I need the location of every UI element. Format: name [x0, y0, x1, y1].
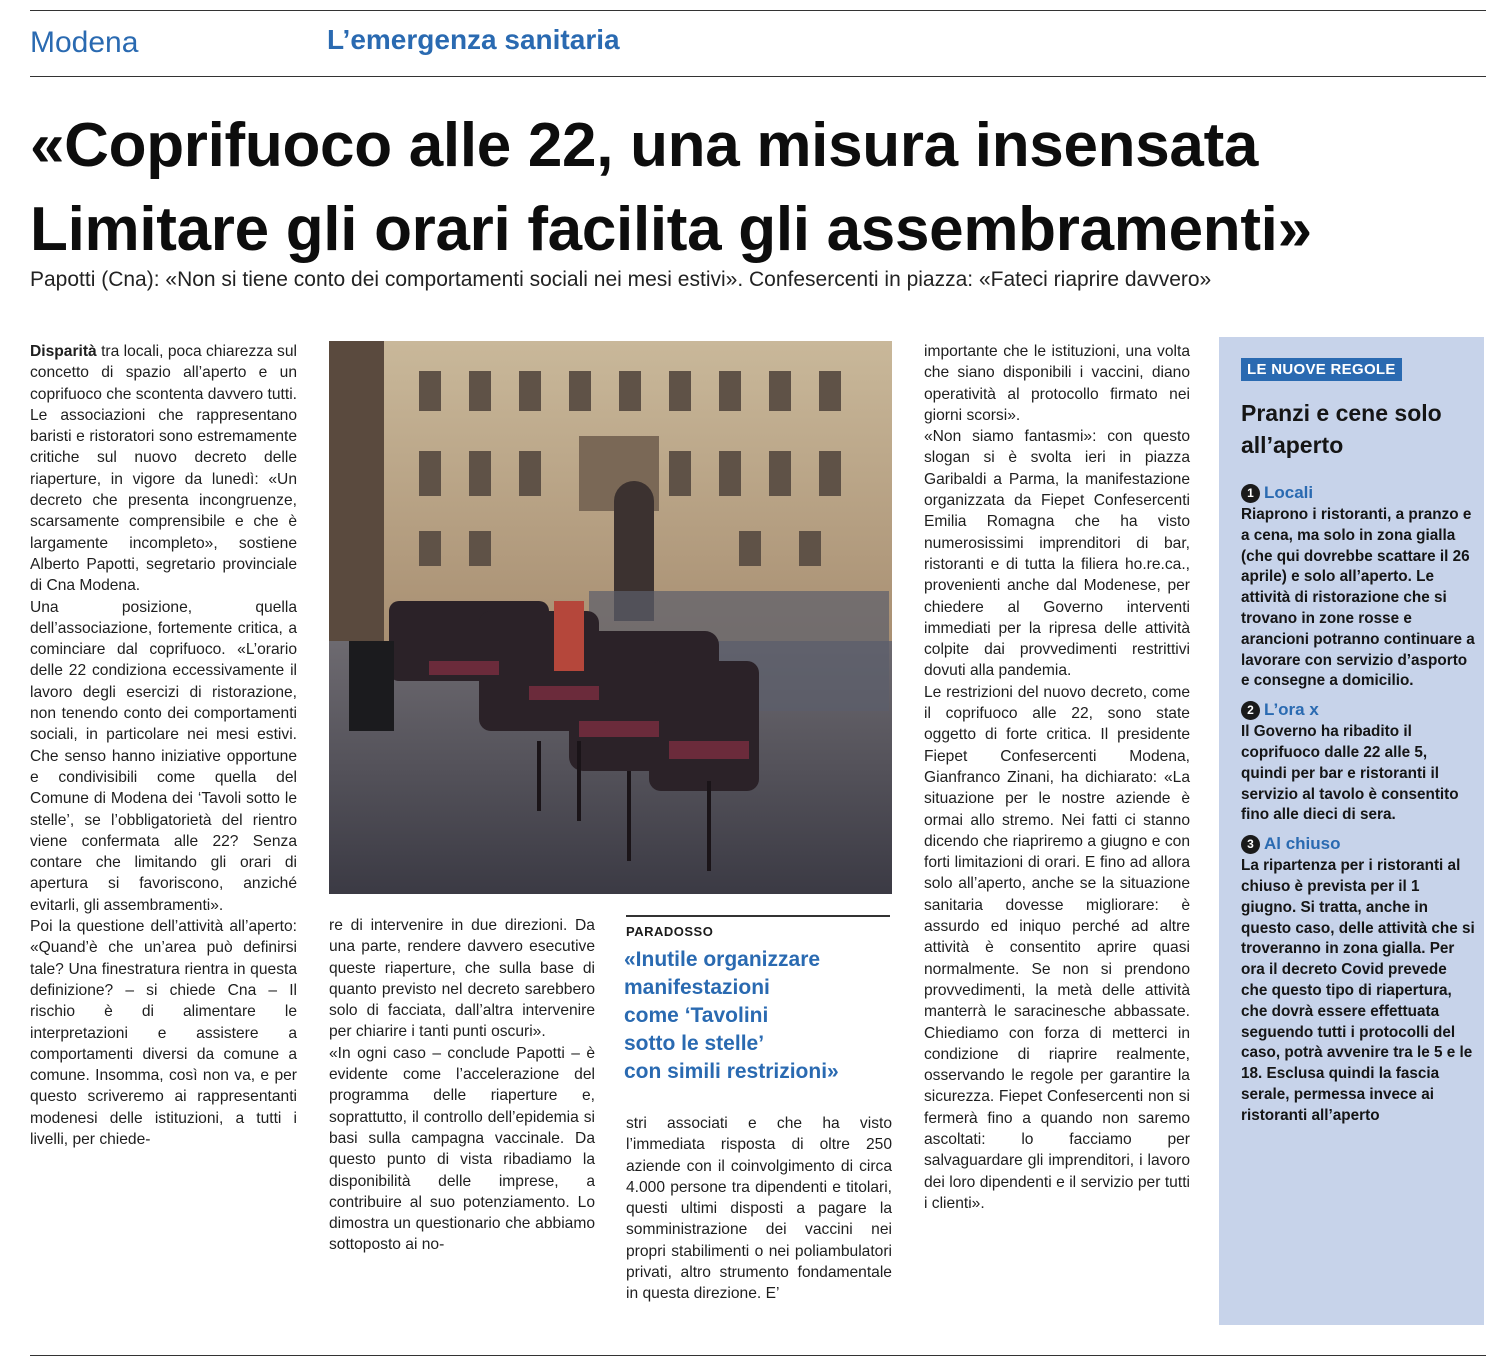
subtitle: Papotti (Cna): «Non si tiene conto dei comportamenti sociali nei mesi estivi». Confesercenti in piazza: «Fateci riaprire davvero» [30, 268, 1212, 291]
sidebar-item-text: Riaprono i ristoranti, a pranzo e a cena, ma solo in zona gialla (che qui dovrebbe scattare il 26 aprile) e solo all’aperto. Le attività di ristorazione che si trovano in zone rosse e arancioni potranno continuare a lavorare con servizio d’asporto e consegne a domicilio. [1241, 506, 1475, 690]
headline-line-2: Limitare gli orari facilita gli assembramenti» [30, 195, 1312, 264]
pullquote-line: «Inutile organizzare [624, 948, 821, 971]
pullquote-line: manifestazioni [624, 976, 770, 999]
article-paragraph: «Non siamo fantasmi»: con questo slogan si è svolta ieri in piazza Garibaldi a Parma, la manifestazione organizzata da Fiepet Confesercenti Emilia Romagna che ha visto numerosissimi imprenditori di bar, ristoranti e di tutta la filiera ho.re.ca., provenienti anche dal Modenese, per chiedere al Governo interventi immediati per la ripresa delle attività colpite dai provvedimenti restrittivi dovuti alla pandemia. [924, 428, 1190, 680]
sidebar-item [1241, 698, 1477, 826]
headline-line-1: «Coprifuoco alle 22, una misura insensata [30, 111, 1259, 180]
lead-word: Disparità [30, 343, 97, 360]
headline [30, 104, 1500, 272]
number-badge-icon: 2 [1241, 701, 1260, 720]
article-paragraph: Una posizione, quella dell’associazione, fortemente critica, a cominciare dal coprifuoco. «L’orario delle 22 condiziona eccessivamente il lavoro degli esercizi di ristorazione, non tenendo conto dei comportamenti sociali, in particolare nei mesi estivi. Che senso hanno iniziative opportune e condivisibili come quella del Comune di Modena dei ‘Tavoli sotto le stelle’, se l’obbligatorietà del rientro viene confermata alle 22? Senza contare che limitando gli orari di apertura si favoriscono, anziché evitarli, gli assembramenti». [30, 598, 297, 914]
article-column-4 [924, 341, 1190, 1214]
article-column-2 [329, 915, 595, 1256]
pullquote-line: sotto le stelle’ [624, 1032, 765, 1055]
top-rule [30, 10, 1486, 11]
article-column-1 [30, 341, 297, 1150]
article-paragraph: stri associati e che ha visto l’immediata risposta di oltre 250 aziende con il coinvolgimento di circa 4.000 persone tra dipendenti e titolari, questi ultimi disposti a pagare la somministrazione dei vaccini nei propri stabilimenti o nei poliambulatori privati, altro strumento fondamentale in questa direzione. E’ [626, 1115, 892, 1303]
sidebar-item-text: Il Governo ha ribadito il coprifuoco dalle 22 alle 5, quindi per bar e ristoranti il servizio al tavolo è consentito fino alle dieci di sera. [1241, 723, 1459, 824]
bottom-rule [30, 1355, 1486, 1356]
piazza-photo [329, 341, 892, 894]
piazza-photo-image [329, 341, 892, 894]
topic-label: L’emergenza sanitaria [327, 24, 620, 55]
header-rule [30, 76, 1486, 77]
sidebar-item-heading: L’ora x [1264, 700, 1319, 720]
article-paragraph: re di intervenire in due direzioni. Da una parte, rendere davvero esecutive queste riaperture, che sulla base di quanto previsto nel decreto sarebbero solo di facciata, dall’altra intervenire per chiarire i tanti punti oscuri». [329, 917, 595, 1041]
sidebar-item [1241, 481, 1477, 692]
article-paragraph: Le restrizioni del nuovo decreto, come il coprifuoco alle 22, sono state oggetto di forte critica. Il presidente Fiepet Confesercenti Modena, Gianfranco Zinani, ha dichiarato: «La situazione per le nostre aziende è ormai allo stremo. Nei fatti ci stanno dicendo che riapriremo a giugno e con forti limitazioni di orari. E fino ad allora solo all’aperto, anche se la situazione sanitaria dovesse migliorare: è assurdo ed iniquo perché ad altre attività è consentito aprire quasi normalmente. Se non si prendono provvedimenti, la metà delle attività manterrà le saracinesche abbassate. Chiediamo con forza di metterci in condizione di riaprire realmente, osservando le regole per garantire la sicurezza. Fiepet Confesercenti non si fermerà fino a quando non saremo ascoltati: lo facciamo per salvaguardare gli imprenditori, i lavoro dei loro dipendenti e il servizio per tutti i clienti». [924, 683, 1190, 1212]
pullquote-rule [626, 915, 890, 917]
article-paragraph: Poi la questione dell’attività all’aperto: «Quand’è che un’area può definirsi tale? Una finestratura rientra in questa definizione? – si chiede Cna – Il rischio è di alimentare le interpretazioni e assistere a comportamenti diversi da comune a comune. Insomma, così non va, e per questo scriveremo ai rappresentanti modenesi delle istituzioni, a tutti i livelli, per chiede- [30, 918, 297, 1148]
article-paragraph: importante che le istituzioni, una volta che siano disponibili i vaccini, diano operatività al protocollo firmato nei giorni scorsi». [924, 343, 1190, 424]
sidebar-badge: LE NUOVE REGOLE [1241, 358, 1402, 381]
pullquote-line: con simili restrizioni» [624, 1060, 839, 1083]
article-column-3 [626, 1113, 892, 1305]
number-badge-icon: 3 [1241, 835, 1260, 854]
pullquote [624, 946, 894, 1086]
sidebar-item-text: La ripartenza per i ristoranti al chiuso è prevista per il 1 giugno. Si tratta, anche in questo caso, delle attività che si troveranno in zona gialla. Per ora il decreto Covid prevede che questo tipo di riapertura, che dovrà essere effettuata seguendo tutti i protocolli del caso, potrà avvenire tra le 5 e le 18. Esclusa quindi la fascia serale, permessa invece ai ristoranti all’aperto [1241, 857, 1475, 1124]
sidebar-item [1241, 832, 1477, 1126]
pullquote-line: come ‘Tavolini [624, 1004, 769, 1027]
sidebar-items [1241, 481, 1477, 1133]
pullquote-kicker: PARADOSSO [626, 924, 714, 939]
article-paragraph: «In ogni caso – conclude Papotti – è evidente come l’accelerazione del programma delle riaperture e, soprattutto, il controllo dell’epidemia si basi sulla campagna vaccinale. Da questo punto di vista ribadiamo la disponibilità delle imprese, a contribuire al suo potenziamento. Lo dimostra un questionario che abbiamo sottoposto ai no- [329, 1044, 595, 1254]
article-paragraph: Disparità tra locali, poca chiarezza sul concetto di spazio all’aperto e un coprifuoco che scontenta davvero tutti. Le associazioni che rappresentano baristi e ristoratori sono estremamente critiche sul nuovo decreto delle riaperture, in vigore da lunedì: «Un decreto che presenta incongruenze, scarsamente comprensibile e che è largamente incompleto», sostiene Alberto Papotti, segretario provinciale di Cna Modena. [30, 343, 297, 595]
section-label: Modena [30, 26, 139, 59]
sidebar-item-heading: Locali [1264, 483, 1314, 502]
number-badge-icon: 1 [1241, 484, 1260, 503]
sidebar-item-heading: Al chiuso [1264, 834, 1341, 854]
sidebar-title: Pranzi e cene solo all’aperto [1241, 400, 1442, 458]
rules-sidebar [1219, 337, 1484, 1325]
